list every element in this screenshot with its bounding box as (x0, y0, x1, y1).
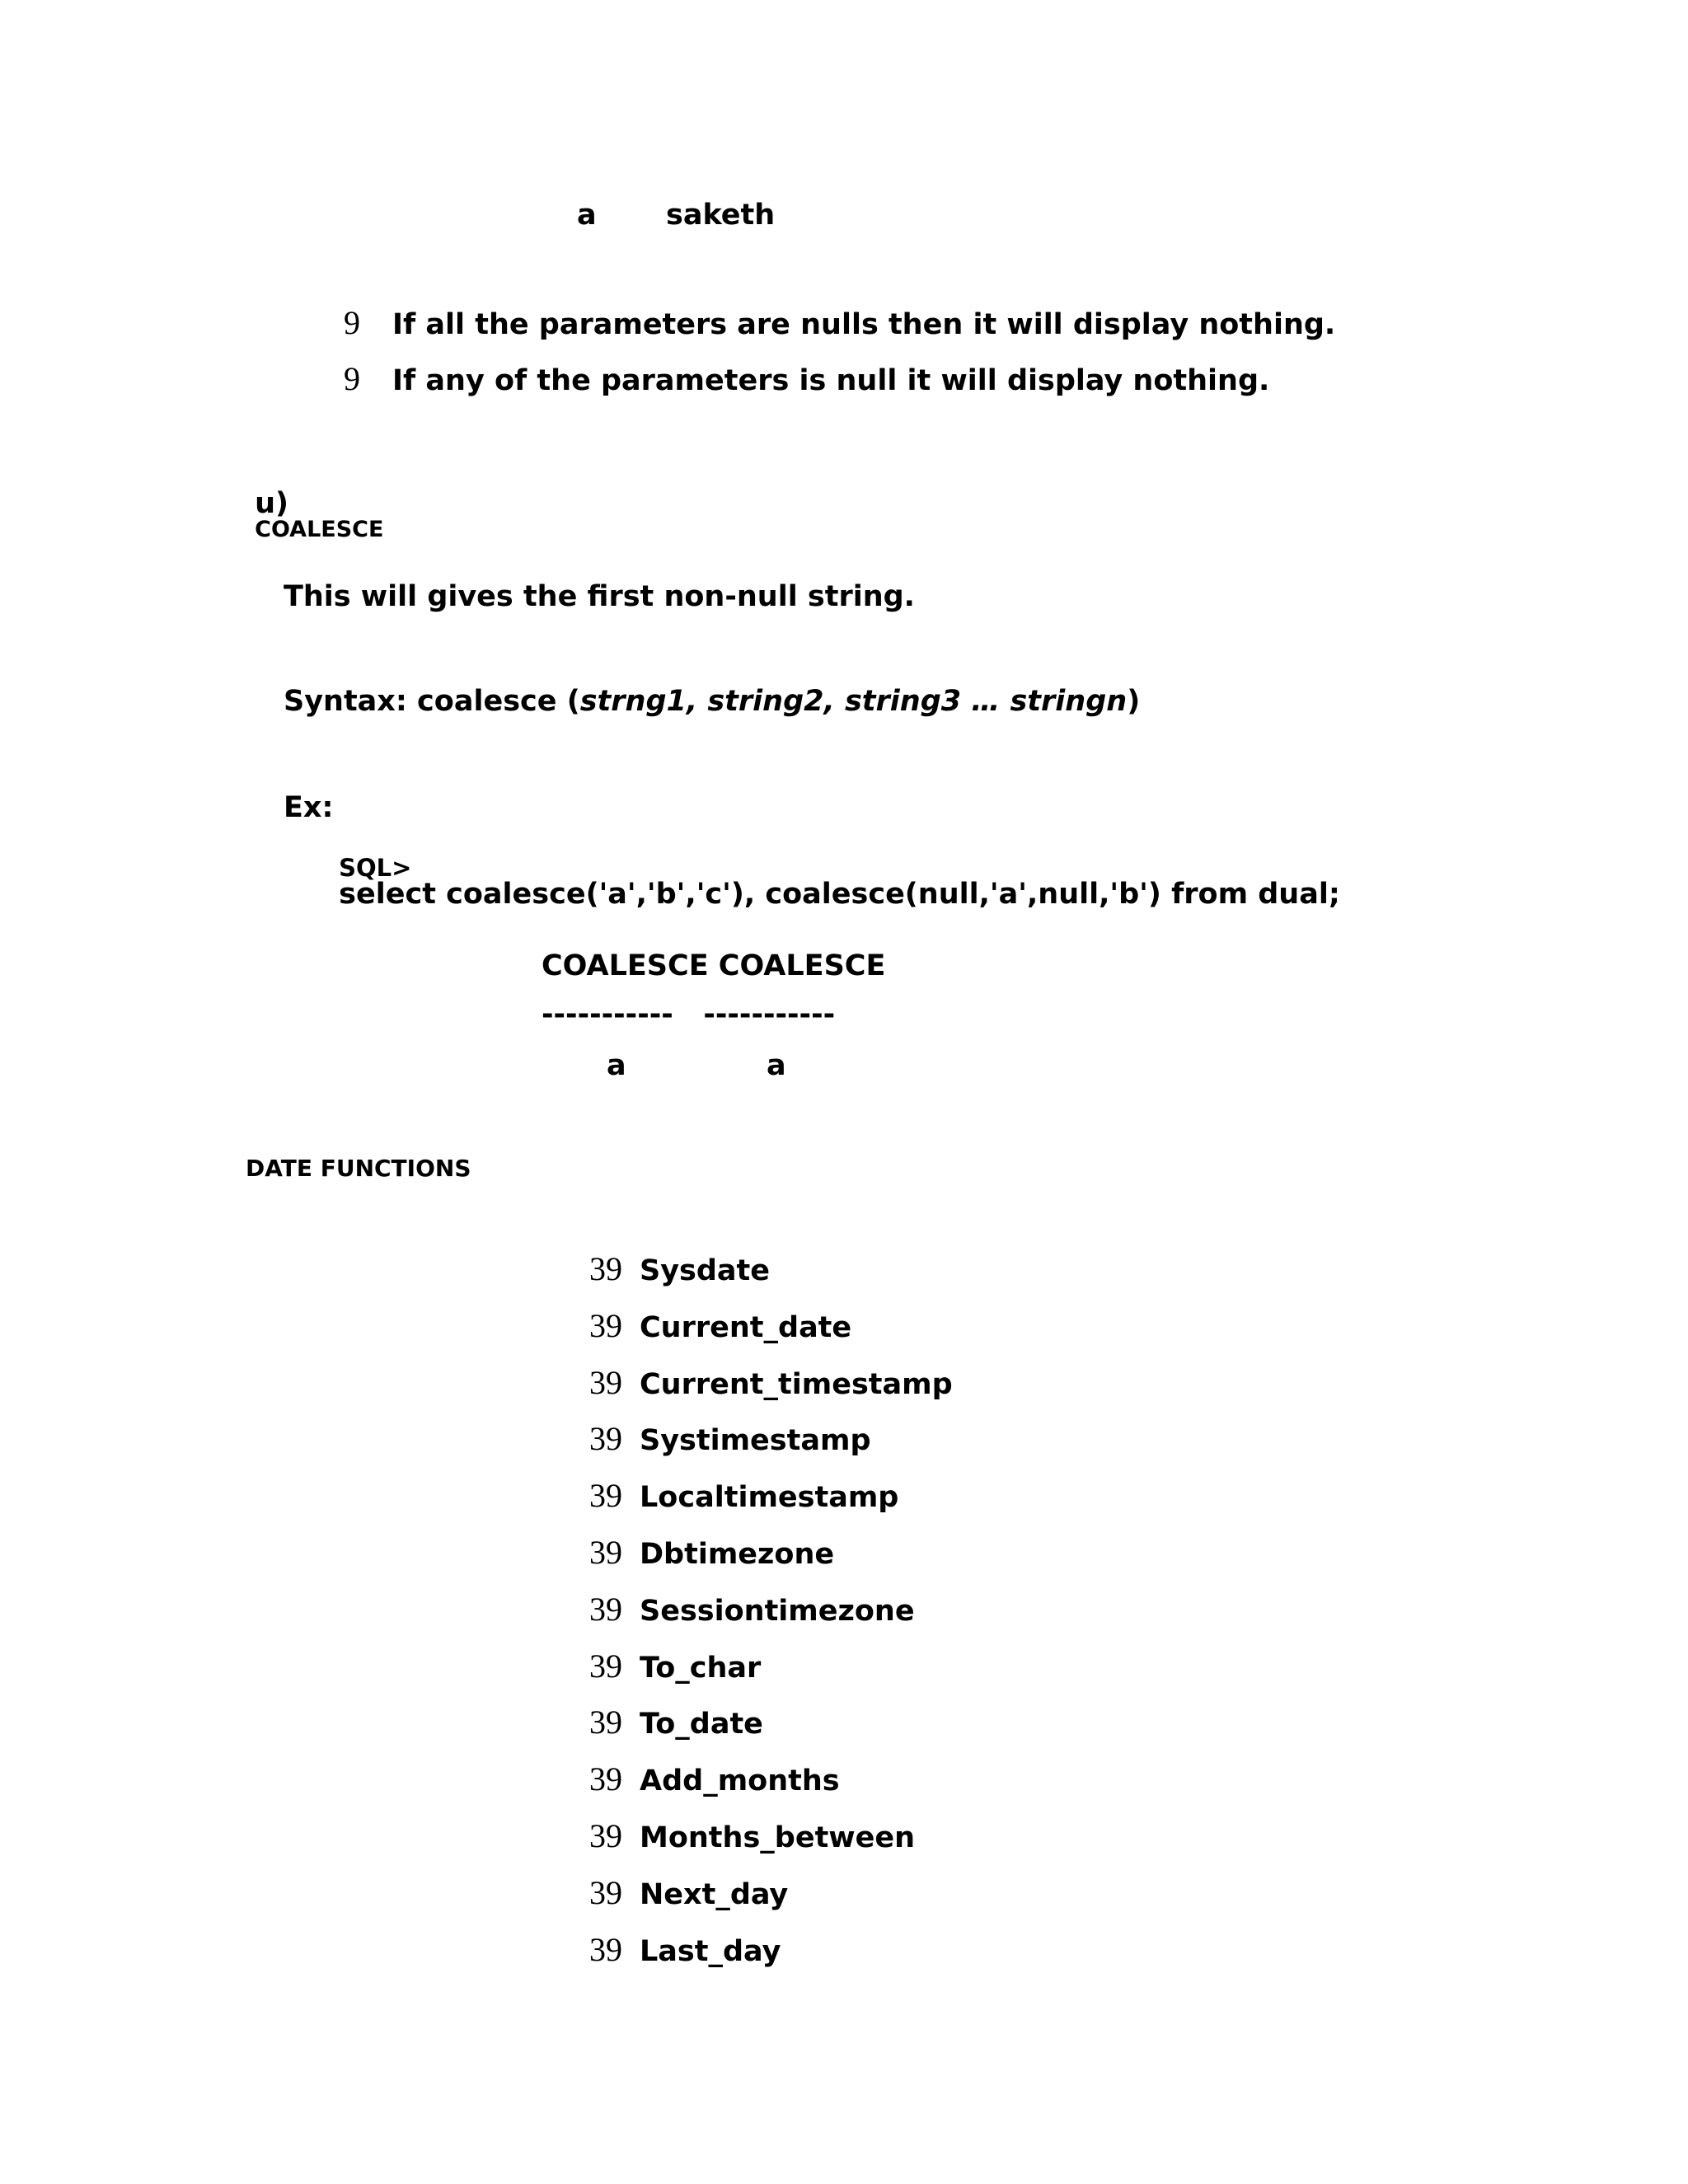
list-item: Localtimestamp (640, 1481, 899, 1514)
coalesce-description: This will gives the first non-null string. (284, 580, 915, 613)
syntax-prefix: Syntax: coalesce ( (284, 685, 580, 718)
list-marker: 39 (589, 1874, 622, 1911)
sql-statement (330, 843, 1340, 909)
list-item: To_char (640, 1652, 762, 1685)
list-item: Dbtimezone (640, 1538, 835, 1571)
list-item: Current_date (640, 1311, 852, 1344)
list-marker: 39 (589, 1931, 622, 1968)
list-item: To_date (640, 1708, 763, 1741)
note-marker: 9 (344, 360, 360, 397)
list-marker: 39 (589, 1307, 622, 1344)
list-marker: 39 (589, 1420, 622, 1457)
list-item: Sysdate (640, 1254, 770, 1287)
result-divider: ----------- ----------- (542, 998, 836, 1031)
list-marker: 39 (589, 1477, 622, 1514)
list-item: Add_months (640, 1765, 840, 1797)
list-marker: 39 (589, 1647, 622, 1685)
note-text: If any of the parameters is null it will display nothing. (392, 364, 1270, 397)
coalesce-syntax (284, 687, 1140, 716)
list-marker: 39 (589, 1760, 622, 1797)
result-value-col2: saketh (666, 199, 776, 232)
list-marker: 39 (589, 1704, 622, 1741)
section-heading-coalesce (246, 476, 383, 541)
list-marker: 39 (589, 1364, 622, 1401)
list-marker: 39 (589, 1591, 622, 1628)
note-text: If all the parameters are nulls then it will display nothing. (392, 308, 1336, 341)
list-item: Months_between (640, 1821, 916, 1854)
note-marker: 9 (344, 304, 360, 341)
sql-prompt: SQL> (339, 854, 412, 882)
list-marker: 39 (589, 1250, 622, 1287)
syntax-suffix: ) (1127, 685, 1141, 718)
example-label: Ex: (284, 791, 334, 824)
list-item: Sessiontimezone (640, 1595, 915, 1628)
result-value-col1: a (577, 199, 597, 232)
result-cell-col2: a (767, 1049, 786, 1082)
result-cell-col1: a (607, 1049, 626, 1082)
list-marker: 39 (589, 1817, 622, 1854)
list-marker: 39 (589, 1534, 622, 1571)
syntax-args: strng1, string2, string3 … stringn (579, 685, 1128, 718)
list-item: Next_day (640, 1878, 789, 1911)
date-functions-heading: DATE FUNCTIONS (246, 1155, 471, 1182)
list-item: Current_timestamp (640, 1368, 953, 1401)
section-letter: u) (255, 487, 289, 520)
list-item: Systimestamp (640, 1424, 871, 1457)
list-item: Last_day (640, 1935, 781, 1968)
sql-query: select coalesce('a','b','c'), coalesce(null,'a',null,'b') from dual; (339, 878, 1340, 911)
section-title: COALESCE (255, 517, 384, 542)
result-header: COALESCE COALESCE (542, 949, 886, 982)
